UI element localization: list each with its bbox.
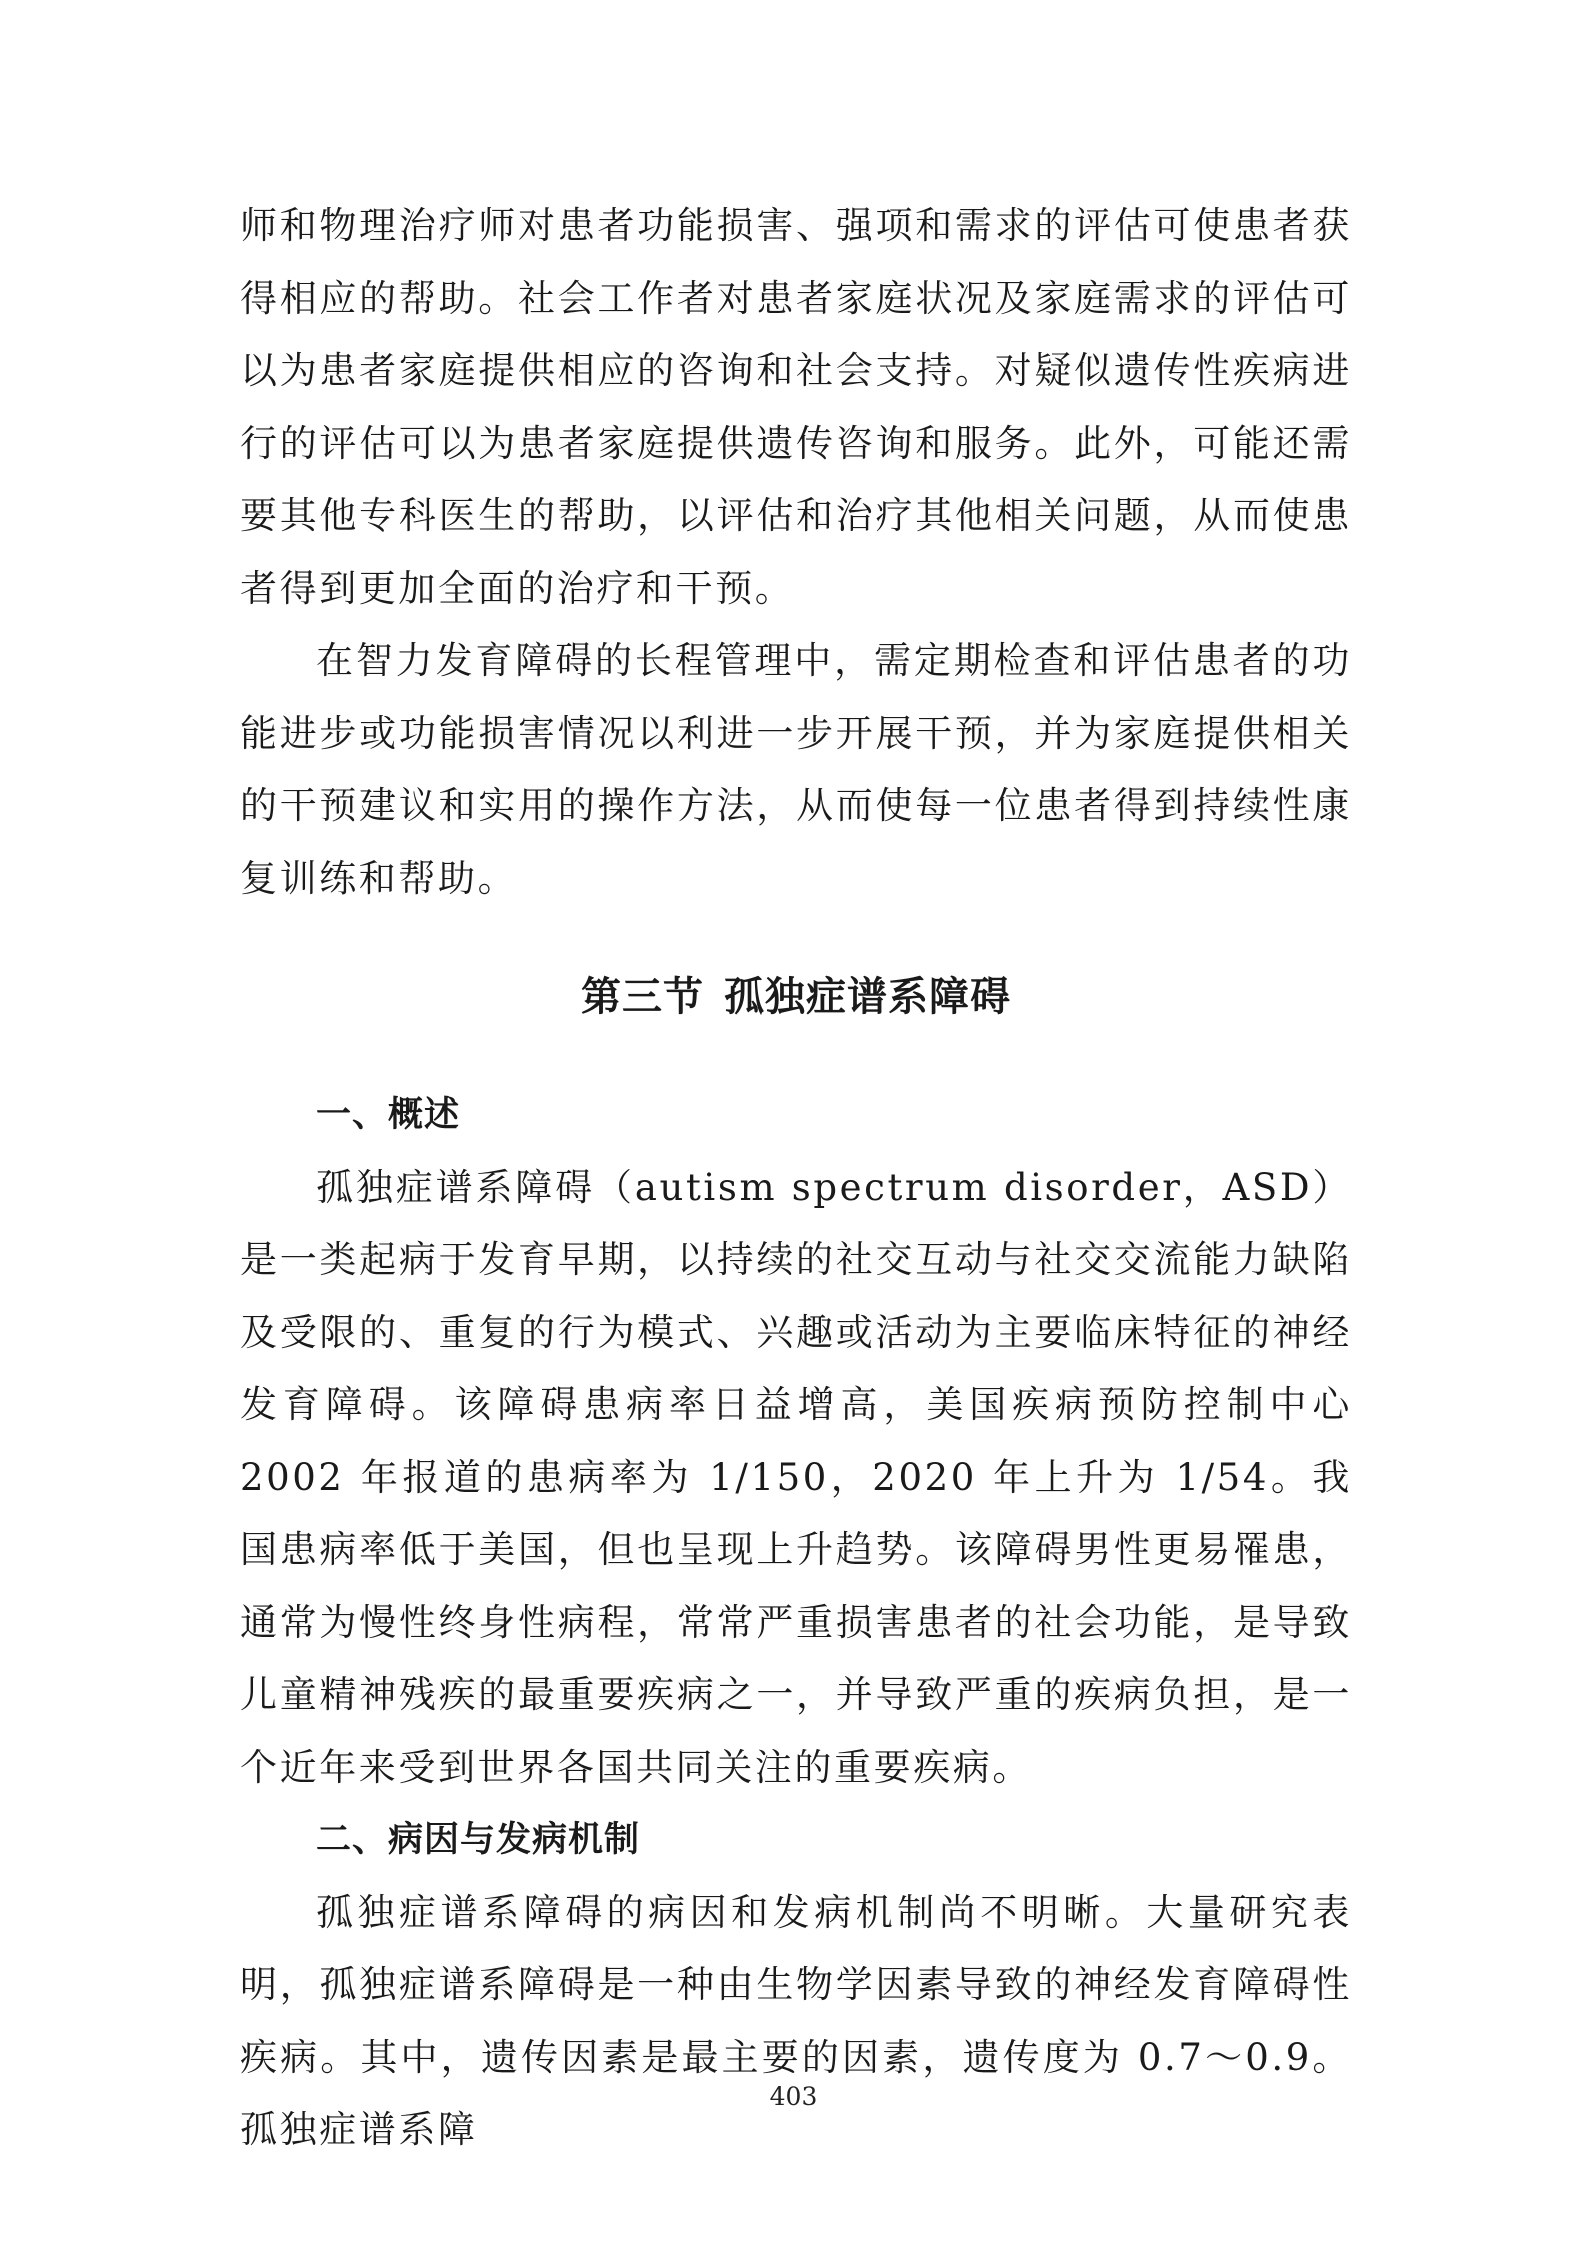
subsection-heading-overview: 一、概述 <box>316 1095 461 1135</box>
paragraph-continued: 师和物理治疗师对患者功能损害、强项和需求的评估可使患者获得相应的帮助。社会工作者对患者家庭状况及家庭需求的评估可以为患者家庭提供相应的咨询和社会支持。对疑似遗传性疾病进行的评估可以为患者家庭提供遗传咨询和服务。此外，可能还需要其他专科医生的帮助，以评估和治疗其他相关问题，从而使患者得到更加全面的治疗和干预。 <box>240 204 1352 610</box>
document-page <box>240 190 1352 2167</box>
paragraph-long-term-management: 在智力发育障碍的长程管理中，需定期检查和评估患者的功能进步或功能损害情况以利进一步开展干预，并为家庭提供相关的干预建议和实用的操作方法，从而使每一位患者得到持续性康复训练和帮助。 <box>240 639 1352 900</box>
subsection-heading-etiology: 二、病因与发病机制 <box>316 1820 641 1860</box>
section-number: 第三节 <box>581 974 704 1020</box>
section-name: 孤独症谱系障碍 <box>724 974 1011 1020</box>
paragraph-overview: 孤独症谱系障碍（autism spectrum disorder，ASD）是一类起病于发育早期，以持续的社交互动与社交交流能力缺陷及受限的、重复的行为模式、兴趣或活动为主要临床特征的神经发育障碍。该障碍患病率日益增高，美国疾病预防控制中心 2002 年报道的患病率为 1/150，2020 年上升为 1/54。我国患病率低于美国，但也呈现上升趋势。该障碍男性更易罹患，通常为慢性终身性病程，常常严重损害患者的社会功能，是导致儿童精神残疾的最重要疾病之一，并导致严重的疾病负担，是一个近年来受到世界各国共同关注的重要疾病。 <box>240 1165 1352 1789</box>
paragraph-etiology: 孤独症谱系障碍的病因和发病机制尚不明晰。大量研究表明，孤独症谱系障碍是一种由生物学因素导致的神经发育障碍性疾病。其中，遗传因素是最主要的因素，遗传度为 0.7～0.9。孤独症谱系障 <box>240 1890 1352 2151</box>
section-title <box>240 967 1352 1027</box>
page-number: 403 <box>769 2082 818 2111</box>
